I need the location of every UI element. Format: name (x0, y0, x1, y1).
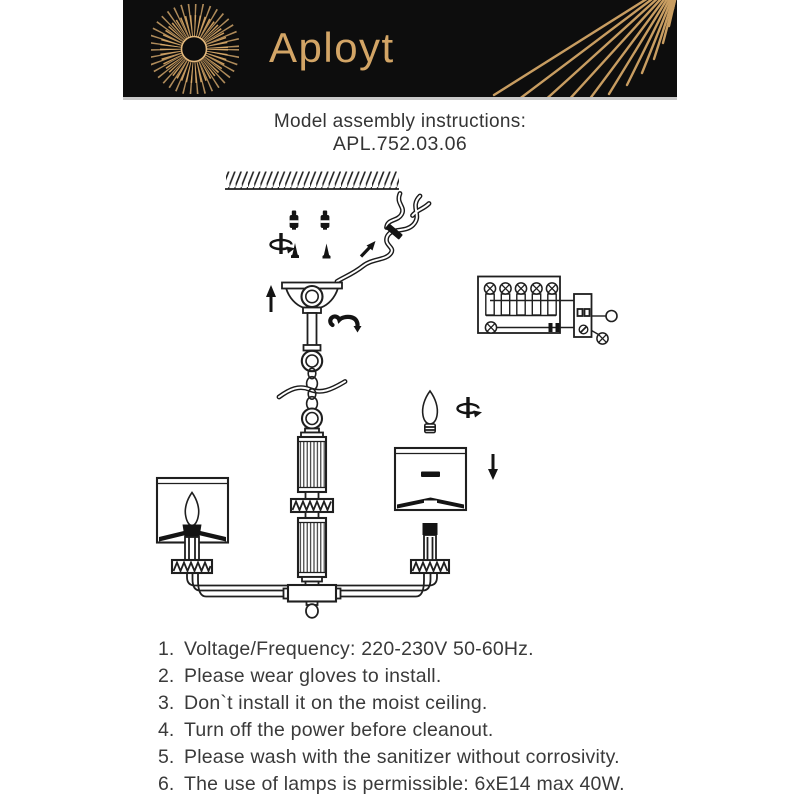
screw-rotation-icon (271, 233, 296, 254)
list-item (158, 690, 698, 717)
knurled-ring (172, 560, 212, 573)
glass-shade-loose (395, 448, 466, 510)
chain-lower (302, 389, 322, 429)
list-item (158, 636, 698, 663)
brand-banner (123, 0, 677, 100)
center-column (291, 429, 333, 586)
starburst-icon (151, 4, 239, 94)
mains-circle (606, 311, 617, 322)
insert-arrow-icon (361, 241, 376, 257)
bulb-rotation-icon (458, 397, 483, 418)
left-arm (157, 478, 288, 597)
wall-anchor-icon (290, 211, 299, 230)
assembly-diagram (0, 160, 800, 635)
ceiling-hatch (225, 172, 399, 190)
item-number: 2. (158, 665, 175, 687)
right-arm (336, 523, 449, 597)
item-number: 6. (158, 773, 175, 795)
lamp-symbol (500, 283, 511, 294)
instruction-list (158, 636, 698, 798)
hanging-rod (302, 313, 322, 371)
item-text: Please wash with the sanitizer without corrosivity. (184, 746, 620, 768)
mains-wire-tangle (337, 194, 429, 282)
down-arrow-icon (488, 454, 498, 480)
wall-anchor-icon (321, 211, 330, 230)
knurled-ring (411, 560, 449, 573)
lamp-symbol (515, 283, 526, 294)
wiring-diagram (478, 277, 617, 345)
lamp-symbol (531, 283, 542, 294)
item-text: Turn off the power before cleanout. (184, 719, 494, 741)
lamp-symbol (597, 333, 608, 344)
item-number: 1. (158, 638, 175, 660)
spare-bulb-icon (423, 391, 438, 433)
finial (306, 602, 318, 618)
item-text: Don`t install it on the moist ceiling. (184, 692, 488, 714)
item-number: 4. (158, 719, 175, 741)
item-text: The use of lamps is permissible: 6xE14 max 40W. (184, 773, 625, 795)
list-item (158, 771, 698, 798)
item-number: 3. (158, 692, 175, 714)
up-arrow-icon (266, 285, 276, 312)
screw-icon (323, 244, 331, 259)
ceiling-hook-icon (330, 316, 361, 332)
knurled-ring (291, 499, 333, 512)
brand-logotype: Aployt (269, 24, 395, 71)
socket (183, 525, 202, 538)
hub (284, 585, 341, 602)
lamp-symbol (484, 283, 495, 294)
item-text: Please wear gloves to install. (184, 665, 442, 687)
socket-cap (423, 523, 438, 535)
list-item (158, 717, 698, 744)
lamp-symbol (485, 322, 496, 333)
canopy (282, 283, 342, 314)
lamp-symbol (546, 283, 557, 294)
terminal-block (574, 294, 592, 337)
item-text: Voltage/Frequency: 220-230V 50-60Hz. (184, 638, 534, 660)
model-number: APL.752.03.06 (332, 133, 468, 155)
corner-rays-icon (492, 0, 677, 97)
list-item (158, 663, 698, 690)
page-title: Model assembly instructions: (273, 111, 527, 132)
list-item (158, 744, 698, 771)
item-number: 5. (158, 746, 175, 768)
